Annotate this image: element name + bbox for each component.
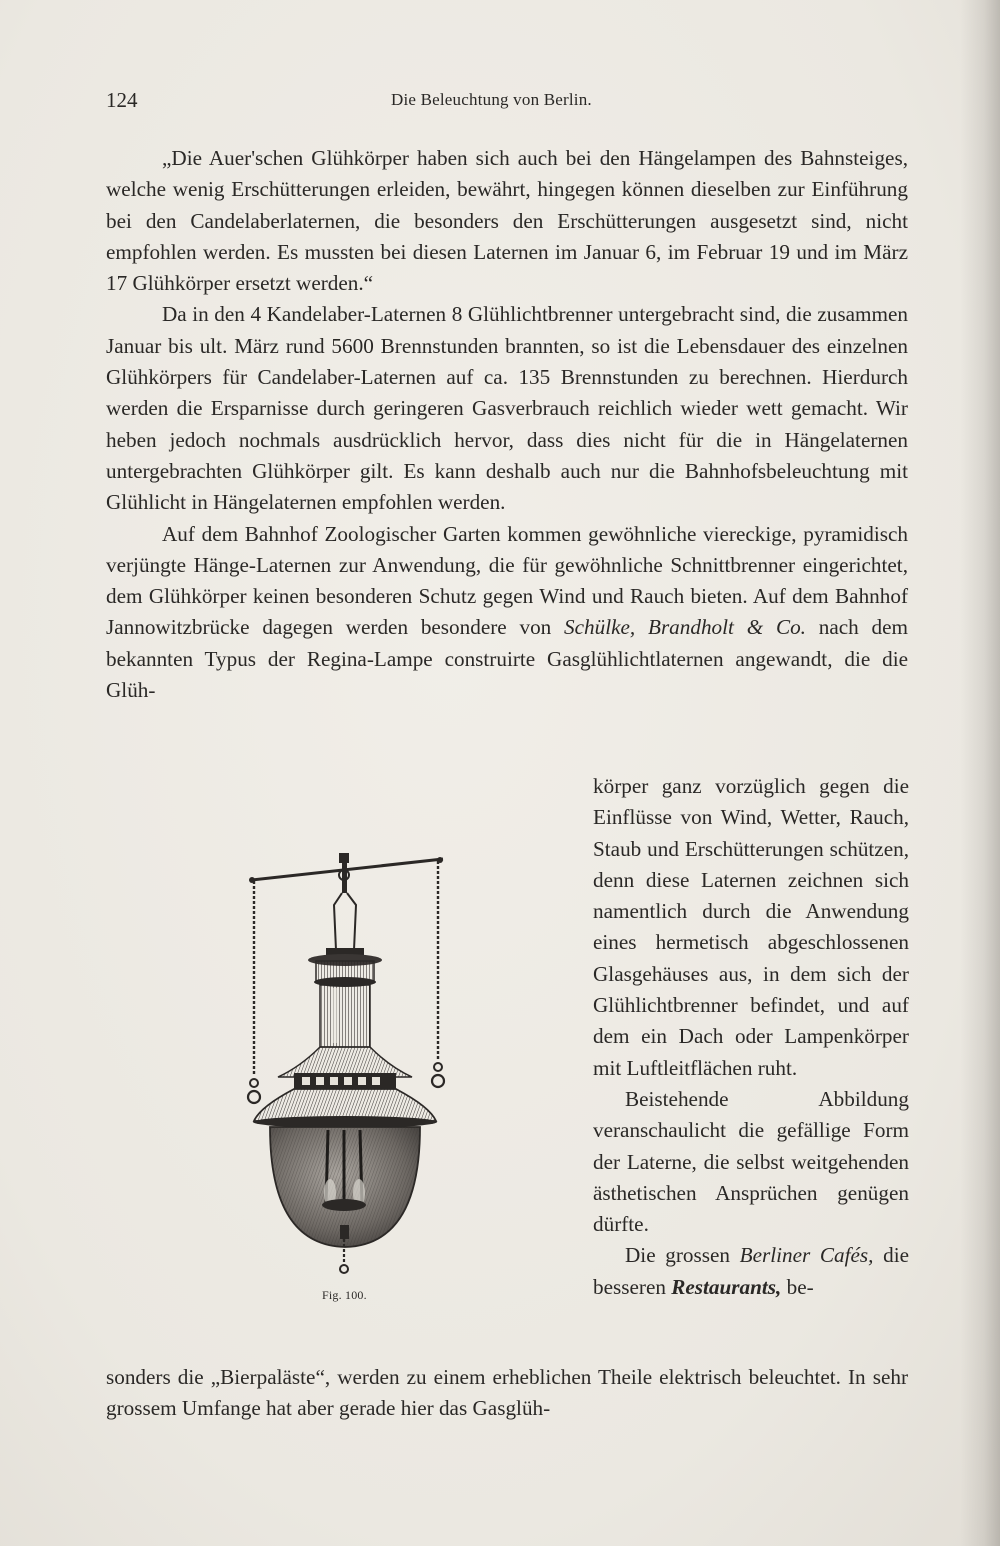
lantern-roof — [253, 1047, 437, 1128]
paragraph-stations-part2: nach dem bekannten Typus der Regina-Lampe construirte Gasglühlichtlaternen angewandt, die die Glüh- — [106, 615, 909, 703]
berliner-cafes: Berliner Cafés, — [739, 1243, 874, 1268]
text-block-top — [106, 143, 908, 706]
cafes-lead: Die grossen — [625, 1243, 730, 1268]
lantern-illustration — [240, 845, 460, 1315]
paragraph-cafes-continued: sonders die „Bierpaläste“, werden zu einem erheblichen Theile elektrisch beleuchtet. In sehr grossem Umfange hat aber gerade hier das Gasglüh- — [106, 1365, 908, 1421]
page-number: 124 — [106, 88, 138, 112]
paragraph-stations-continued: körper ganz vorzüglich gegen die Einflüsse von Wind, Wetter, Rauch, Staub und Erschütterungen schützen, denn diese Laternen zeichnen sich namentlich durch die Anwendung eines hermetisch abgeschlossenen Glasgehäuses aus, in dem sich der Glühlichtbrenner befindet, und auf dem ein Dach oder Lampenkörper mit Luftleitflächen ruht. — [593, 774, 909, 1080]
paragraph-illustration: Beistehende Abbildung veranschaulicht die gefällige Form der Laterne, die selbst weitgehenden ästhetischen Ansprüchen genügen dürfte. — [593, 1086, 909, 1237]
cafes-be: be- — [786, 1274, 814, 1299]
paragraph-stations — [106, 519, 908, 707]
running-title: Die Beleuchtung von Berlin. — [391, 90, 592, 109]
firm-name: Schülke, Brandholt & Co. — [564, 615, 806, 640]
lantern-chimney — [308, 948, 382, 1047]
paragraph-stations-part1: Auf dem Bahnhof Zoologischer Garten kommen gewöhnliche viereckige, pyramidisch verjüngte Hänge-Laternen zur Anwendung, die für gewöhnliche Schnittbrenner eingerichtet, dem Glühkörper keinen besonderen Schutz gegen Wind und Rauch bieten. Auf dem Bahnhof Jannowitzbrücke dagegen werden besondere von — [106, 521, 908, 640]
page-header — [106, 88, 906, 116]
right-chain — [432, 861, 444, 1087]
lantern-drawing — [240, 845, 460, 1315]
paragraph-lifespan: Da in den 4 Kandelaber-Laternen 8 Glühlichtbrenner untergebracht sind, die zusammen Januar bis ult. März rund 5600 Brennstunden brannten, so ist die Lebensdauer des einzelnen Glühkörpers für Candelaber-Laternen auf ca. 135 Brennstunden zu berechnen. Hierdurch werden die Ersparnisse durch geringeren Gasverbrauch reichlich wieder wett gemacht. Wir heben jedoch nochmals ausdrücklich hervor, dass dies nicht für die in Hängelaternen untergebrachten Glühkörper gilt. Es kann deshalb auch nur die Bahnhofsbeleuchtung mit Glühlicht in Hängelaternen empfohlen werden. — [106, 302, 908, 515]
bottom-pendant — [340, 1225, 349, 1273]
restaurants: Restaurants, — [671, 1274, 782, 1299]
text-column-right — [593, 771, 909, 1303]
text-block-bottom — [106, 1362, 908, 1425]
left-chain — [248, 881, 260, 1103]
binding-shadow — [960, 0, 1000, 1546]
figure-caption: Fig. 100. — [322, 1288, 367, 1302]
paragraph-quote: „Die Auer'schen Glühkörper haben sich auch bei den Hängelampen des Bahnsteiges, welche wenig Erschütterungen erleiden, bewährt, hingegen können dieselben zur Einführung bei den Candelaberlaternen, die besonders den Erschütterungen ausgesetzt sind, nicht empfohlen werden. Es mussten bei diesen Laternen im Januar 6, im Februar 19 und im März 17 Glühkörper ersetzt werden.“ — [106, 146, 908, 296]
paragraph-cafes — [593, 1240, 909, 1303]
cafes-mid: die besseren — [593, 1243, 910, 1299]
